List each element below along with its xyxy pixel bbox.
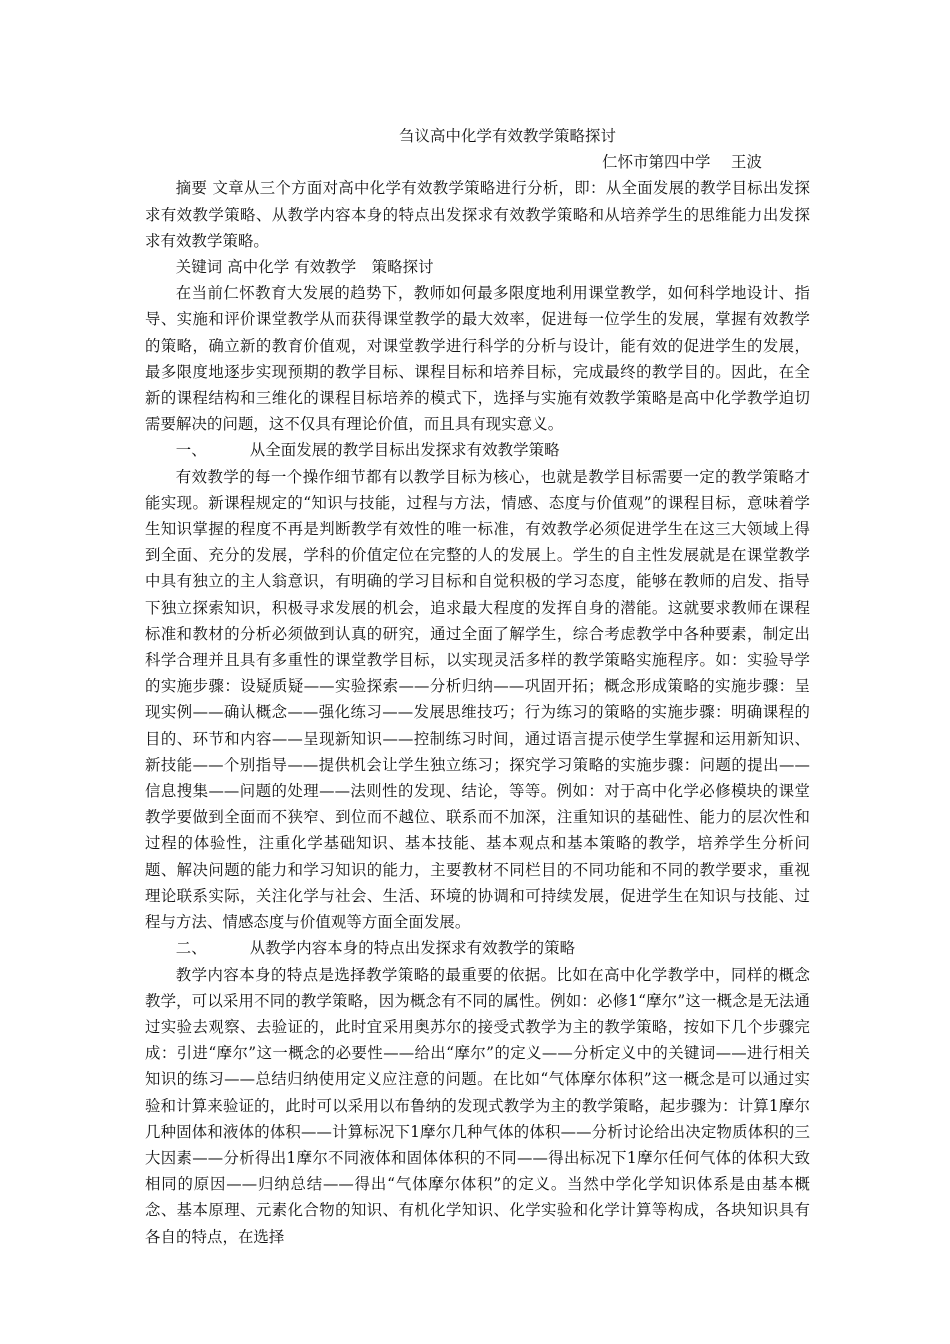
document-title: 刍议高中化学有效教学策略探讨 xyxy=(399,127,616,145)
abstract-paragraph: 摘要 文章从三个方面对高中化学有效教学策略进行分析，即：从全面发展的教学目标出发探求有效教学策略、从教学内容本身的特点出发探求有效教学策略和从培养学生的思维能力出发探求有效教学策略。 xyxy=(145,179,810,250)
section-body-1: 有效教学的每一个操作细节都有以教学目标为核心，也就是教学目标需要一定的教学策略才能实现。新课程规定的“知识与技能，过程与方法，情感、态度与价值观”的课程目标，意味着学生知识掌握的程度不再是判断教学有效性的唯一标准，有效教学必须促进学生在这三大领域上得到全面、充分的发展，学科的价值定位在完整的人的发展上。学生的自主性发展就是在课堂教学中具有独立的主人翁意识，有明确的学习目标和自觉积极的学习态度，能够在教师的启发、指导下独立探索知识，积极寻求发展的机会，追求最大程度的发挥自身的潜能。这就要求教师在课程标准和教材的分析必须做到认真的研究，通过全面了解学生，综合考虑教学中各种要素，制定出科学合理并且具有多重性的课堂教学目标，以实现灵活多样的教学策略实施程序。如：实验导学的实施步骤：设疑质疑——实验探索——分析归纳——巩固开拓；概念形成策略的实施步骤：呈现实例——确认概念——强化练习——发展思维技巧；行为练习的策略的实施步骤：明确课程的目的、环节和内容——呈现新知识——控制练习时间，通过语言提示使学生掌握和运用新知识、新技能——个别指导——提供机会让学生独立练习；探究学习策略的实施步骤：问题的提出——信息搜集——问题的处理——法则性的发现、结论，等等。例如：对于高中化学必修模块的课堂教学要做到全面而不狭窄、到位而不越位、联系而不加深，注重知识的基础性、能力的层次性和过程的体验性，注重化学基础知识、基本技能、基本观点和基本策略的教学，培养学生分析问题、解决问题的能力和学习知识的能力，主要教材不同栏目的不同功能和不同的教学要求，重视理论联系实际，关注化学与社会、生活、环境的协调和可持续发展，促进学生在知识与技能、过程与方法、情感态度与价值观等方面全面发展。 xyxy=(145,467,810,932)
section-title-2: 从教学内容本身的特点出发探求有效教学的策略 xyxy=(249,939,576,958)
section-heading-1 xyxy=(145,437,810,463)
section-title-1: 从全面发展的教学目标出发探求有效教学策略 xyxy=(249,441,560,460)
intro-paragraph: 在当前仁怀教育大发展的趋势下，教师如何最多限度地利用课堂教学，如何科学地设计、指导、实施和评价课堂教学从而获得课堂教学的最大效率，促进每一位学生的发展，掌握有效教学的策略，确立新的教育价值观，对课堂教学进行科学的分析与设计，能有效的促进学生的发展，最多限度地逐步实现预期的教学目标、课程目标和培养目标，完成最终的教学目的。因此，在全新的课程结构和三维化的课程目标培养的模式下，选择与实施有效教学策略是高中化学教学迫切需要解决的问题，这不仅具有理论价值，而且具有现实意义。 xyxy=(145,284,810,434)
document-body xyxy=(145,123,810,1250)
author-line: 仁怀市第四中学 王波 xyxy=(602,153,762,172)
section-number-2: 二、 xyxy=(175,939,207,958)
section-heading-2 xyxy=(145,935,810,961)
section-body-2: 教学内容本身的特点是选择教学策略的最重要的依据。比如在高中化学教学中，同样的概念教学，可以采用不同的教学策略，因为概念有不同的属性。例如：必修1“摩尔”这一概念是无法通过实验去观察、去验证的，此时宜采用奥苏尔的接受式教学为主的教学策略，按如下几个步骤完成：引进“摩尔”这一概念的必要性——给出“摩尔”的定义——分析定义中的关键词——进行相关知识的练习——总结归纳使用定义应注意的问题。在比如“气体摩尔体积”这一概念是可以通过实验和计算来验证的，此时可以采用以布鲁纳的发现式教学为主的教学策略，起步骤为：计算1摩尔几种固体和液体的体积——计算标况下1摩尔几种气体的体积——分析讨论给出决定物质体积的三大因素——分析得出1摩尔不同液体和固体体积的不同——得出标况下1摩尔任何气体的体积大致相同的原因——归纳总结——得出“气体摩尔体积”的定义。当然中学化学知识体系是由基本概念、基本原理、元素化合物的知识、有机化学知识、化学实验和化学计算等构成，各块知识具有各自的特点，在选择 xyxy=(145,965,810,1246)
section-number-1: 一、 xyxy=(175,441,207,460)
keywords-line: 关键词 高中化学 有效教学 策略探讨 xyxy=(175,258,434,277)
